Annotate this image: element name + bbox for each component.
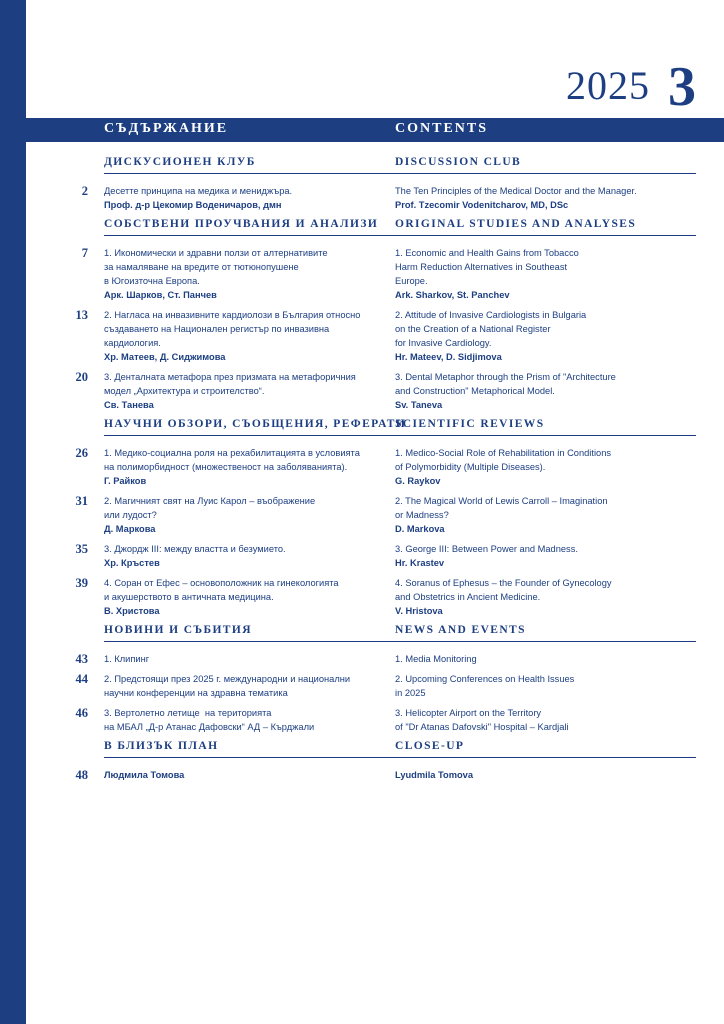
toc-entry-author-bg: Св. Танева	[104, 400, 154, 410]
toc-entry-line: 3. Джордж III: между властта и безумието.	[104, 544, 286, 554]
toc-entry-line: 4. Соран от Ефес – основоположник на гинекологията	[104, 578, 339, 588]
toc-page-number[interactable]: 7	[81, 246, 88, 260]
toc-page-number[interactable]: 46	[75, 706, 88, 720]
toc-entry-line: on the Creation of a National Register	[395, 324, 551, 334]
toc-entry-line: 3. George III: Between Power and Madness.	[395, 544, 578, 554]
section-title-bg: НАУЧНИ ОБЗОРИ, СЪОБЩЕНИЯ, РЕФЕРАТИ	[104, 418, 407, 430]
section-title-bg: НОВИНИ И СЪБИТИЯ	[104, 624, 252, 636]
toc-entry-author-bg: Хр. Кръстев	[104, 558, 160, 568]
toc-entry-line: модел „Архитектура и строителство“.	[104, 386, 265, 396]
toc-entry-en	[395, 246, 695, 302]
toc-entry-en	[395, 542, 695, 570]
toc-entry-line: 2. Предстоящи през 2025 г. международни и национални	[104, 674, 351, 684]
section-title-bg: В БЛИЗЪК ПЛАН	[104, 740, 219, 752]
toc-entry-bg	[104, 370, 384, 412]
toc-entry[interactable]	[0, 652, 724, 666]
toc-entry-author-bg: Проф. д-р Цекомир Воденичаров, дмн	[104, 200, 282, 210]
toc-entry[interactable]	[0, 246, 724, 302]
toc-entry-author-bg: Д. Маркова	[104, 524, 156, 534]
section-heading	[0, 740, 724, 762]
section-divider	[104, 173, 696, 174]
toc-entry-author-bg: В. Христова	[104, 606, 160, 616]
section-heading	[0, 156, 724, 178]
toc-entry-en	[395, 494, 695, 536]
contents-body	[0, 150, 724, 782]
section-title-en: SCIENTIFIC REVIEWS	[395, 418, 545, 430]
header-title-en: CONTENTS	[395, 121, 489, 136]
toc-page-number[interactable]: 48	[75, 768, 88, 782]
toc-entry-line: Harm Reduction Alternatives in Southeast	[395, 262, 568, 272]
toc-page-number[interactable]: 26	[75, 446, 88, 460]
toc-entry-line: The Ten Principles of the Medical Doctor and the Manager.	[395, 186, 637, 196]
toc-entry[interactable]	[0, 542, 724, 570]
toc-entry-en	[395, 370, 695, 412]
toc-entry-line: 3. Денталната метафора през призмата на метафоричния	[104, 372, 356, 382]
toc-entry-line: 1. Клипинг	[104, 654, 150, 664]
toc-entry[interactable]	[0, 308, 724, 364]
toc-entry-line: 2. The Magical World of Lewis Carroll – Imagination	[395, 496, 608, 506]
toc-entry-en	[395, 768, 695, 782]
toc-entry-line: 1. Media Monitoring	[395, 654, 477, 664]
toc-entry-line: 1. Медико-социална роля на рехабилитацията в условията	[104, 448, 360, 458]
contents-section	[0, 740, 724, 782]
toc-entry-line: 2. Upcoming Conferences on Health Issues	[395, 674, 575, 684]
toc-entry[interactable]	[0, 672, 724, 700]
section-divider	[104, 757, 696, 758]
toc-entry-author-en: Sv. Taneva	[395, 400, 443, 410]
contents-section	[0, 156, 724, 212]
toc-entry-line: or Madness?	[395, 510, 449, 520]
toc-entry-author-en: Lyudmila Tomova	[395, 770, 474, 780]
section-divider	[104, 435, 696, 436]
toc-entry-line: и акушерството в античната медицина.	[104, 592, 274, 602]
toc-entry-line: 4. Soranus of Ephesus – the Founder of Gynecology	[395, 578, 612, 588]
toc-entry-line: in 2025	[395, 688, 426, 698]
toc-entry-bg	[104, 652, 384, 666]
toc-page-number[interactable]: 2	[81, 184, 88, 198]
contents-header-band	[0, 118, 724, 142]
toc-entry[interactable]	[0, 768, 724, 782]
toc-entry-line: в Югоизточна Европа.	[104, 276, 200, 286]
section-divider	[104, 641, 696, 642]
toc-page-number[interactable]: 44	[75, 672, 88, 686]
toc-entry-bg	[104, 576, 384, 618]
toc-page-number[interactable]: 43	[75, 652, 88, 666]
toc-entry-line: for Invasive Cardiology.	[395, 338, 492, 348]
toc-entry-line: 2. Attitude of Invasive Cardiologists in Bulgaria	[395, 310, 587, 320]
toc-entry[interactable]	[0, 706, 724, 734]
toc-entry[interactable]	[0, 576, 724, 618]
toc-page-number[interactable]: 13	[75, 308, 88, 322]
toc-entry-author-bg: Хр. Матеев, Д. Сиджимова	[104, 352, 226, 362]
toc-entry-en	[395, 446, 695, 488]
toc-entry-bg	[104, 446, 384, 488]
toc-page-number[interactable]: 20	[75, 370, 88, 384]
header-title-bg: СЪДЪРЖАНИЕ	[104, 121, 229, 136]
toc-entry-line: Europe.	[395, 276, 428, 286]
toc-entry-line: 1. Economic and Health Gains from Tobacco	[395, 248, 579, 258]
toc-entry[interactable]	[0, 370, 724, 412]
toc-entry-line: 2. Нагласа на инвазивните кардиолози в България относно	[104, 310, 361, 320]
toc-entry-author-bg: Г. Райков	[104, 476, 147, 486]
toc-entry-author-en: G. Raykov	[395, 476, 441, 486]
toc-entry-line: Десетте принципа на медика и мениджъра.	[104, 186, 293, 196]
toc-entry-author-bg: Арк. Шарков, Ст. Панчев	[104, 290, 217, 300]
toc-entry-line: 3. Helicopter Airport on the Territory	[395, 708, 542, 718]
toc-entry-line: на полиморбидност (множественост на заболяванията).	[104, 462, 348, 472]
toc-entry[interactable]	[0, 494, 724, 536]
toc-entry-line: за намаляване на вредите от тютюнопушене	[104, 262, 299, 272]
toc-entry-bg	[104, 672, 384, 700]
toc-entry-line: или лудост?	[104, 510, 157, 520]
toc-entry-author-en: D. Markova	[395, 524, 445, 534]
toc-entry-line: of "Dr Atanas Dafovski" Hospital – Kardjali	[395, 722, 569, 732]
contents-section	[0, 624, 724, 734]
toc-page-number[interactable]: 39	[75, 576, 88, 590]
toc-entry-line: кардиология.	[104, 338, 161, 348]
toc-entry-line: and Obstetrics in Ancient Medicine.	[395, 592, 541, 602]
toc-entry-line: and Construction" Metaphorical Model.	[395, 386, 555, 396]
toc-entry[interactable]	[0, 446, 724, 488]
toc-entry-line: 3. Dental Metaphor through the Prism of "Architecture	[395, 372, 616, 382]
section-title-en: CLOSE-UP	[395, 740, 465, 752]
toc-entry-line: 2. Магичният свят на Луис Карол – въображение	[104, 496, 316, 506]
section-heading	[0, 418, 724, 440]
toc-page-number[interactable]: 35	[75, 542, 88, 556]
toc-entry-en	[395, 706, 695, 734]
toc-entry-line: създаването на Национален регистър по инвазивна	[104, 324, 330, 334]
toc-entry-author-en: Hr. Mateev, D. Sidjimova	[395, 352, 502, 362]
toc-entry-line: 3. Вертолетно летище на територията	[104, 708, 272, 718]
toc-entry-author-en: Prof. Tzecomir Vodenitcharov, MD, DSc	[395, 200, 569, 210]
section-heading	[0, 624, 724, 646]
issue-number: 3	[668, 56, 696, 118]
toc-entry-en	[395, 184, 695, 212]
issue-block	[566, 56, 696, 118]
toc-entry-en	[395, 652, 695, 666]
toc-entry[interactable]	[0, 184, 724, 212]
toc-entry-en	[395, 672, 695, 700]
section-title-en: NEWS AND EVENTS	[395, 624, 526, 636]
toc-entry-author-en: V. Hristova	[395, 606, 443, 616]
toc-entry-author-bg: Людмила Томова	[104, 770, 185, 780]
toc-entry-bg	[104, 494, 384, 536]
contents-section	[0, 218, 724, 412]
toc-entry-line: 1. Medico-Social Role of Rehabilitation in Conditions	[395, 448, 612, 458]
toc-page-number[interactable]: 31	[75, 494, 88, 508]
toc-entry-line: 1. Икономически и здравни ползи от алтернативите	[104, 248, 328, 258]
toc-entry-line: of Polymorbidity (Multiple Diseases).	[395, 462, 546, 472]
section-divider	[104, 235, 696, 236]
section-heading	[0, 218, 724, 240]
section-title-en: ORIGINAL STUDIES AND ANALYSES	[395, 218, 637, 230]
section-title-bg: ДИСКУСИОНЕН КЛУБ	[104, 156, 256, 168]
toc-entry-bg	[104, 542, 384, 570]
toc-entry-line: научни конференции на здравна тематика	[104, 688, 288, 698]
toc-entry-bg	[104, 184, 384, 212]
toc-entry-author-en: Hr. Krastev	[395, 558, 445, 568]
toc-entry-en	[395, 576, 695, 618]
contents-section	[0, 418, 724, 618]
toc-entry-bg	[104, 768, 384, 782]
toc-entry-author-en: Ark. Sharkov, St. Panchev	[395, 290, 510, 300]
toc-entry-bg	[104, 706, 384, 734]
toc-entry-line: на МБАЛ „Д-р Атанас Дафовски“ АД – Кърджали	[104, 722, 315, 732]
section-title-bg: СОБСТВЕНИ ПРОУЧВАНИЯ И АНАЛИЗИ	[104, 218, 379, 230]
section-title-en: DISCUSSION CLUB	[395, 156, 522, 168]
toc-entry-bg	[104, 246, 384, 302]
toc-entry-en	[395, 308, 695, 364]
issue-year: 2025	[566, 62, 650, 108]
toc-entry-bg	[104, 308, 384, 364]
